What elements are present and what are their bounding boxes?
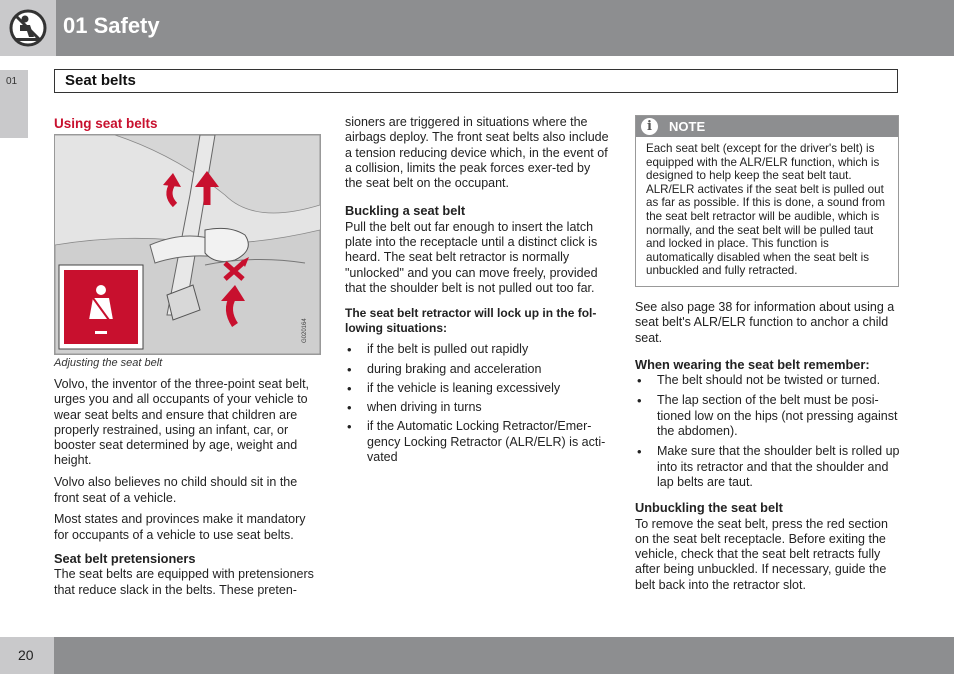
chapter-title: 01 Safety <box>63 13 160 38</box>
note-text: Each seat belt (except for the driver's belt) is equipped with the ALR/ELR function, which is designed to help keep the seat belt taut. ALR/ELR activates if the seat belt is pulled out as far as possible. If this is done, a sound from the seat belt retractor will be audible, which is normally, and the seat belt will be pulled taut and locked in place. This function is automatically disabled when the seat belt is unbuckled and fully retracted. <box>646 142 886 278</box>
column-1-body <box>54 377 320 604</box>
figure-code: G020164 <box>302 318 308 343</box>
section-title: Seat belts <box>65 72 136 89</box>
col3-paragraph-1: See also page 38 for information about using a seat belt's ALR/ELR function to anchor a child seat. <box>635 300 895 345</box>
section-title-bar <box>54 69 898 93</box>
unbuckling-heading: Unbuckling the seat belt <box>635 500 783 516</box>
remember-heading: When wearing the seat belt remember: <box>635 356 870 372</box>
seat-belt-illustration <box>54 134 321 355</box>
figure-caption: Adjusting the seat belt <box>54 357 163 369</box>
col1-paragraph-4: The seat belts are equipped with pretensioners that reduce slack in the belts. These preten- <box>54 567 314 597</box>
list-item: • during braking and acceleration <box>345 362 610 377</box>
list-item: • when driving in turns <box>345 400 610 415</box>
col2-paragraph-1: sioners are triggered in situations where the airbags deploy. The front seat belts also include a tension reducing device which, in the event of a collision, limits the peak forces exer-ted by the seat belt on the occupant. <box>345 115 609 191</box>
page-number-box <box>0 637 54 674</box>
list-item: • if the Automatic Locking Retractor/Emer-gency Locking Retractor (ALR/ELR) is acti-vated <box>345 419 610 465</box>
column-2 <box>345 115 610 469</box>
list-item: • if the vehicle is leaning excessively <box>345 381 610 396</box>
seatbelt-warning-icon <box>0 0 56 56</box>
pretensioners-heading: Seat belt pretensioners <box>54 550 196 566</box>
using-seat-belts-heading: Using seat belts <box>54 116 158 131</box>
remember-list <box>635 373 900 490</box>
col1-paragraph-2: Volvo also believes no child should sit in the front seat of a vehicle. <box>54 475 298 505</box>
page-number: 20 <box>18 647 34 663</box>
note-box <box>635 115 899 287</box>
retractor-lock-lead: The seat belt retractor will lock up in the fol-lowing situations: <box>345 306 597 336</box>
col1-paragraph-1: Volvo, the inventor of the three-point seat belt, urges you and all occupants of your vehicle to wear seat belts and ensure that children are properly restrained, using an infant, car, or booster seat determined by age, weight and height. <box>54 377 310 468</box>
col3-paragraph-2: To remove the seat belt, press the red section on the seat belt receptacle. Before exiting the vehicle, check that the seat belt retracts fully after being unbuckled. If necessary, guide the belt back into the retractor slot. <box>635 516 888 592</box>
chapter-tab[interactable] <box>0 70 28 138</box>
seat-belt-drawing <box>55 135 320 354</box>
buckling-heading: Buckling a seat belt <box>345 203 466 219</box>
chapter-icon-box <box>0 0 56 56</box>
footer-bar <box>54 637 954 674</box>
list-item: • The lap section of the belt must be posi-tioned low on the hips (not pressing against the abdomen). <box>635 393 900 439</box>
list-item: • The belt should not be twisted or turned. <box>635 373 900 388</box>
retractor-lock-list <box>345 342 610 465</box>
chapter-tab-label: 01 <box>6 76 18 87</box>
info-icon: i <box>641 118 658 135</box>
note-label: NOTE <box>669 119 706 134</box>
note-header <box>636 116 898 137</box>
column-3 <box>635 300 900 600</box>
list-item: • if the belt is pulled out rapidly <box>345 342 610 357</box>
list-item: • Make sure that the shoulder belt is rolled up into its retractor and that the shoulder and lap belts are taut. <box>635 444 900 490</box>
col2-paragraph-2: Pull the belt out far enough to insert the latch plate into the receptacle until a distinct click is heard. The seat belt retractor is normally "unlocked" and you can move freely, provided that the shoulder belt is not pulled out too far. <box>345 219 598 295</box>
col1-paragraph-3: Most states and provinces make it mandatory for occupants of a vehicle to use seat belts. <box>54 512 306 542</box>
